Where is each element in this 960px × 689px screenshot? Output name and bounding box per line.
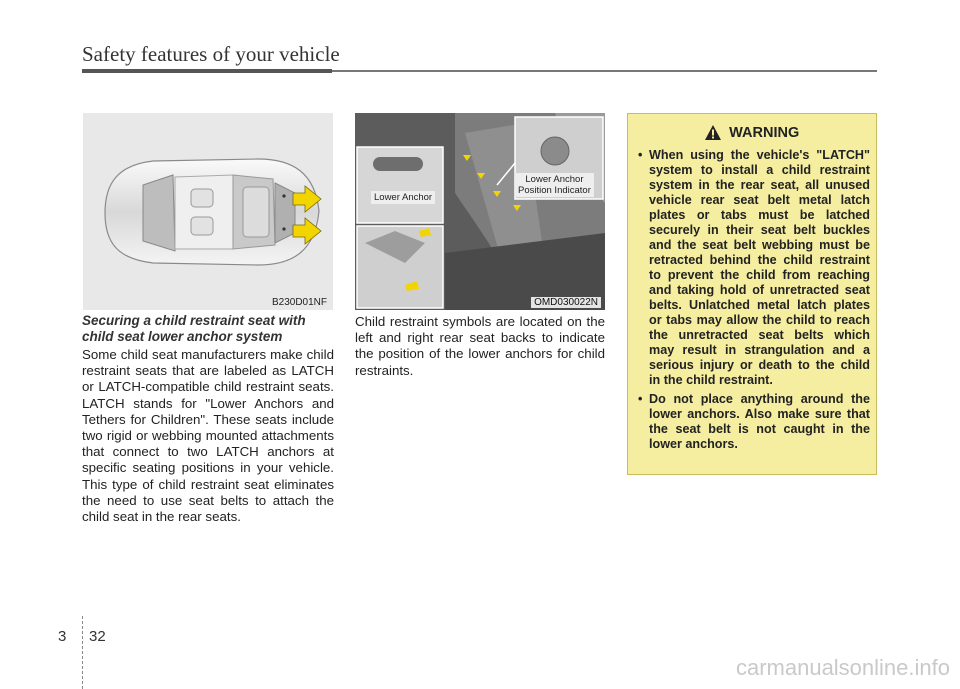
chapter-number: 3 — [58, 628, 67, 645]
watermark: carmanualsonline.info — [735, 655, 950, 680]
car-top-view-illustration — [83, 113, 333, 310]
header-rule-thin — [332, 70, 877, 72]
car-top-view-figure — [83, 113, 333, 310]
page-number: 32 — [89, 628, 106, 645]
rear-seat-figure — [355, 113, 605, 310]
callout-lower-anchor: Lower Anchor — [371, 191, 435, 204]
warning-list — [638, 148, 870, 456]
header-rule-thick — [82, 69, 332, 73]
callout-position-indicator-line1: Lower Anchor — [525, 174, 584, 185]
callout-position-indicator — [515, 173, 594, 197]
figure-code: B230D01NF — [271, 297, 327, 308]
figure-code: OMD030022N — [531, 297, 601, 308]
warning-box — [627, 113, 877, 475]
warning-header — [628, 124, 876, 142]
warning-item: • Do not place anything around the lower anchors. Also make sure that the seat belt is not caught in the lower anchors. — [638, 392, 870, 452]
warning-item: • When using the vehicle's "LATCH" system to install a child restraint system in the rear seat, all unused vehicle rear seat belt metal latch plates or tabs must be latched securely in their seat belt buckles and the seat belt webbing must be retracted behind the child restraint to prevent the child from reaching and taking hold of unretracted seat belts. Unlatched metal latch plates or tabs may allow the child to reach the unretracted seat belts which may result in strangulation and a serious injury or death to the child in the child restraint. — [638, 148, 870, 388]
page-number-separator — [82, 616, 83, 689]
rear-seat-illustration — [355, 113, 605, 310]
section-body-left: Some child seat manufacturers make child restraint seats that are labeled as LATCH or LATCH-compatible child restraint seats. LATCH stands for "Lower Anchors and Tethers for Children". These seats include two rigid or webbing mounted attachments that connect to two LATCH anchors at specific seating positions in your vehicle. This type of child restraint seat eliminates the need to use seat belts to attach the child seat in the rear seats. — [82, 347, 334, 525]
warning-triangle-icon — [705, 125, 721, 140]
callout-position-indicator-line2: Position Indicator — [518, 185, 591, 196]
section-heading: Securing a child restraint seat with child seat lower anchor system — [82, 313, 306, 344]
section-body-mid: Child restraint symbols are located on the left and right rear seat backs to indicate the position of the lower anchors for child restraints. — [355, 314, 605, 378]
warning-title: WARNING — [729, 124, 800, 141]
page-header-title: Safety features of your vehicle — [82, 42, 340, 66]
